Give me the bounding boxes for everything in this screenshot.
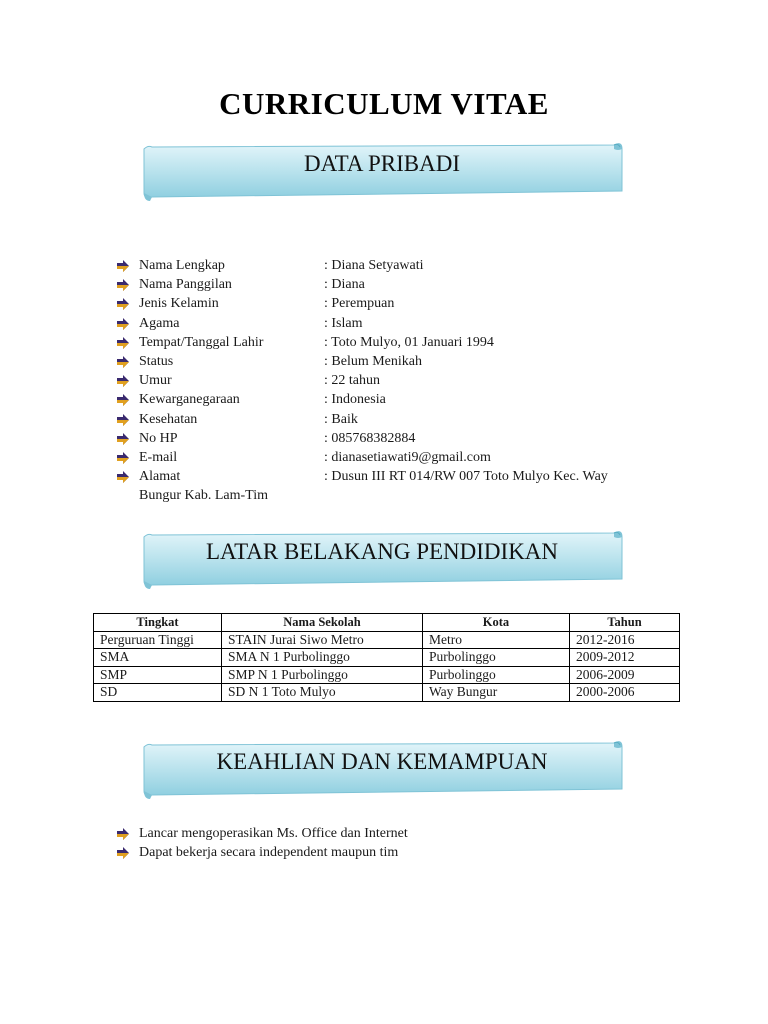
education-table — [93, 613, 680, 702]
table-cell: SMA N 1 Purbolinggo — [222, 649, 423, 667]
arrow-bullet-icon — [116, 279, 130, 291]
table-cell: 2006-2009 — [570, 666, 680, 684]
table-cell: SMP N 1 Purbolinggo — [222, 666, 423, 684]
document-title: CURRICULUM VITAE — [219, 86, 549, 121]
table-cell: Perguruan Tinggi — [94, 631, 222, 649]
table-cell: 2009-2012 — [570, 649, 680, 667]
table-cell: SD — [94, 684, 222, 702]
table-cell: SD N 1 Toto Mulyo — [222, 684, 423, 702]
table-row — [94, 631, 680, 649]
table-row — [94, 666, 680, 684]
arrow-bullet-icon — [116, 260, 130, 272]
banner-data-pribadi — [138, 139, 626, 205]
arrow-bullet-icon — [116, 471, 130, 483]
table-header-row — [94, 614, 680, 632]
arrow-bullet-icon — [116, 356, 130, 368]
banner-title: KEAHLIAN DAN KEMAMPUAN — [216, 749, 548, 774]
arrow-bullet-icon — [116, 414, 130, 426]
table-cell: 2000-2006 — [570, 684, 680, 702]
banner-latar-belakang-pendidikan — [138, 527, 626, 593]
arrow-bullet-icon — [116, 318, 130, 330]
table-cell: 2012-2016 — [570, 631, 680, 649]
arrow-bullet-icon — [116, 337, 130, 349]
table-cell: Metro — [423, 631, 570, 649]
arrow-bullet-icon — [116, 828, 130, 840]
table-cell: Way Bungur — [423, 684, 570, 702]
table-cell: Purbolinggo — [423, 666, 570, 684]
arrow-bullet-icon — [116, 298, 130, 310]
banner-title: DATA PRIBADI — [304, 151, 460, 176]
column-header: Nama Sekolah — [222, 614, 423, 632]
arrow-bullet-icon — [116, 394, 130, 406]
arrow-bullet-icon — [116, 433, 130, 445]
column-header: Kota — [423, 614, 570, 632]
table-cell: Purbolinggo — [423, 649, 570, 667]
banner-title: LATAR BELAKANG PENDIDIKAN — [205, 539, 559, 564]
table-cell: STAIN Jurai Siwo Metro — [222, 631, 423, 649]
table-cell: SMA — [94, 649, 222, 667]
table-row — [94, 684, 680, 702]
arrow-bullet-icon — [116, 375, 130, 387]
table-row — [94, 649, 680, 667]
column-header: Tahun — [570, 614, 680, 632]
arrow-bullet-icon — [116, 452, 130, 464]
table-cell: SMP — [94, 666, 222, 684]
column-header: Tingkat — [94, 614, 222, 632]
banner-keahlian-dan-kemampuan — [138, 737, 626, 803]
arrow-bullet-icon — [116, 847, 130, 859]
